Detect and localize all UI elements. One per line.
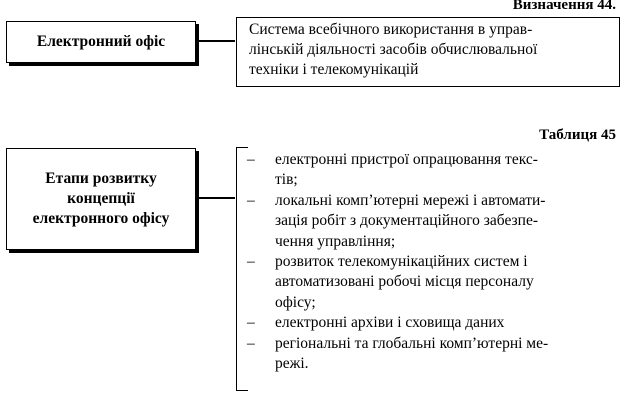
stage-text: автоматизовані робочі місця персоналу: [275, 273, 534, 291]
list-item: [237, 252, 605, 313]
stage-text: регіональні та глобальні комп’ютерні ме-: [275, 334, 549, 352]
definition-line-2: лінській діяльності засобів обчислювальної: [249, 41, 538, 58]
stage-text: офісу;: [275, 293, 316, 311]
list-item: [237, 150, 605, 191]
term-text: Електронний офіс: [36, 33, 166, 50]
stage-text: електронні пристрої опрацювання текс-: [275, 151, 538, 168]
table-label: Таблиця 45: [539, 127, 616, 143]
definition-line-1: Система всебічного використання в управ-: [249, 21, 533, 38]
term-box: [6, 21, 196, 63]
dash-marker: –: [247, 253, 255, 271]
stage-text: чення управління;: [275, 232, 396, 250]
dash-marker: –: [247, 314, 255, 332]
concept-title-line-3: електронного офісу: [32, 210, 170, 227]
concept-title-line-1: Етапи розвитку: [45, 170, 157, 187]
definition-line-3: техніки і телекомунікацій: [249, 61, 419, 78]
stage-text: електронні архіви і сховища даних: [275, 314, 505, 332]
definition-box: [236, 17, 620, 87]
dash-marker: –: [247, 151, 255, 168]
connector-line: [197, 40, 235, 42]
definition-label: Визначення 44.: [512, 0, 616, 13]
stage-text: розвиток телекомунікаційних систем і: [275, 253, 528, 271]
bracket-bottom: [236, 390, 248, 391]
connector-line-2: [197, 197, 235, 199]
stage-text: локальні комп’ютерні мережі і автомати-: [275, 191, 546, 209]
concept-title-line-2: концепції: [67, 190, 135, 207]
dash-marker: –: [247, 191, 255, 209]
list-item: [237, 334, 605, 375]
concept-stages-box: [6, 148, 196, 250]
stage-text: зація робіт з документаційного забезпе-: [275, 212, 539, 230]
stage-text: режі.: [275, 355, 309, 373]
bracket-top: [236, 147, 248, 148]
stages-list: [237, 150, 605, 374]
list-item: [237, 313, 605, 333]
list-item: [237, 191, 605, 252]
dash-marker: –: [247, 334, 255, 352]
stage-text: тів;: [275, 171, 298, 189]
